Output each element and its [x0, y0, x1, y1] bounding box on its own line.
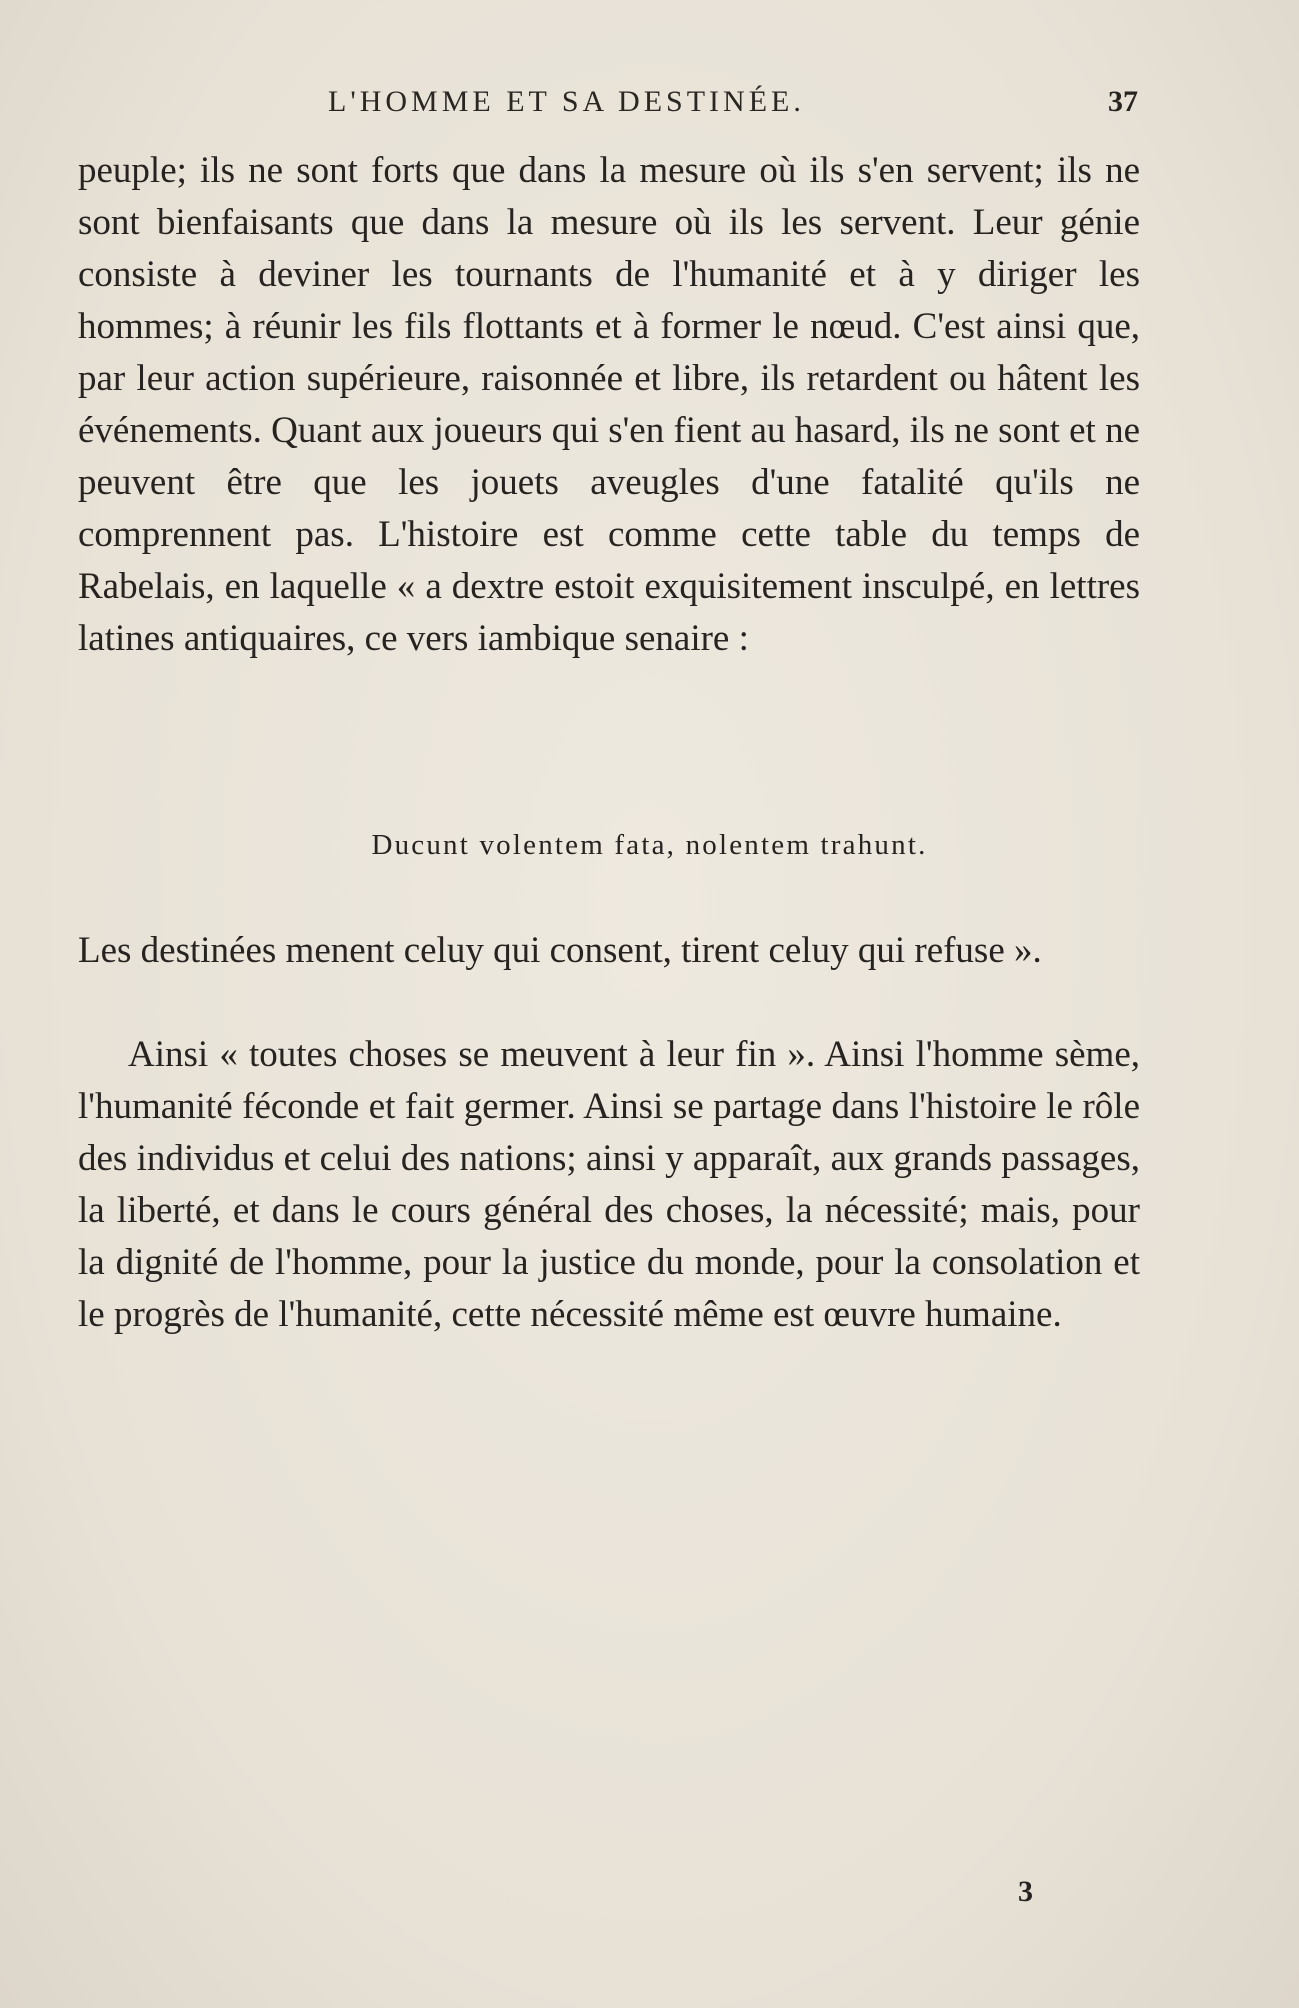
signature-mark: 3	[1018, 1875, 1033, 1908]
running-head	[78, 80, 1138, 124]
paragraph-text: Ainsi « toutes choses se meuvent à leur fin ». Ainsi l'homme sème, l'humanité féconde et fait germer. Ainsi se partage dans l'histoire le rôle des individus et celui des nations; ainsi y apparaît, aux grands passages, la liberté, et dans le cours général des choses, la nécessité; mais, pour la dignité de l'homme, pour la justice du monde, pour la consolation et le progrès de l'humanité, cette nécessité même est œuvre humaine.	[78, 1034, 1140, 1335]
latin-quotation: Ducunt volentem fata, nolentem trahunt.	[371, 829, 928, 861]
paragraph-text: peuple; ils ne sont forts que dans la mesure où ils s'en servent; ils ne sont bienfaisants que dans la mesure où ils les servent. Leur génie consiste à deviner les tournants de l'humanité et à y diriger les hommes; à réunir les fils flottants et à former le nœud. C'est ainsi que, par leur action supérieure, raisonnée et libre, ils retardent ou hâtent les événements. Quant aux joueurs qui s'en fient au hasard, ils ne sont et ne peuvent être que les jouets aveugles d'une fatalité qu'ils ne comprennent pas. L'histoire est comme cette table du temps de Rabelais, en laquelle « a dextre estoit exquisitement insculpé, en lettres latines antiquaires, ce vers iambique senaire :	[78, 150, 1140, 659]
page-number: 37	[1108, 85, 1138, 118]
paragraph-closing	[78, 1029, 1140, 1341]
quotation-translation	[78, 925, 1140, 977]
paragraph-text: Les destinées menent celuy qui consent, tirent celuy qui refuse ».	[78, 930, 1042, 971]
paragraph-continuation	[78, 145, 1140, 665]
running-title: L'HOMME ET SA DESTINÉE.	[328, 85, 805, 118]
